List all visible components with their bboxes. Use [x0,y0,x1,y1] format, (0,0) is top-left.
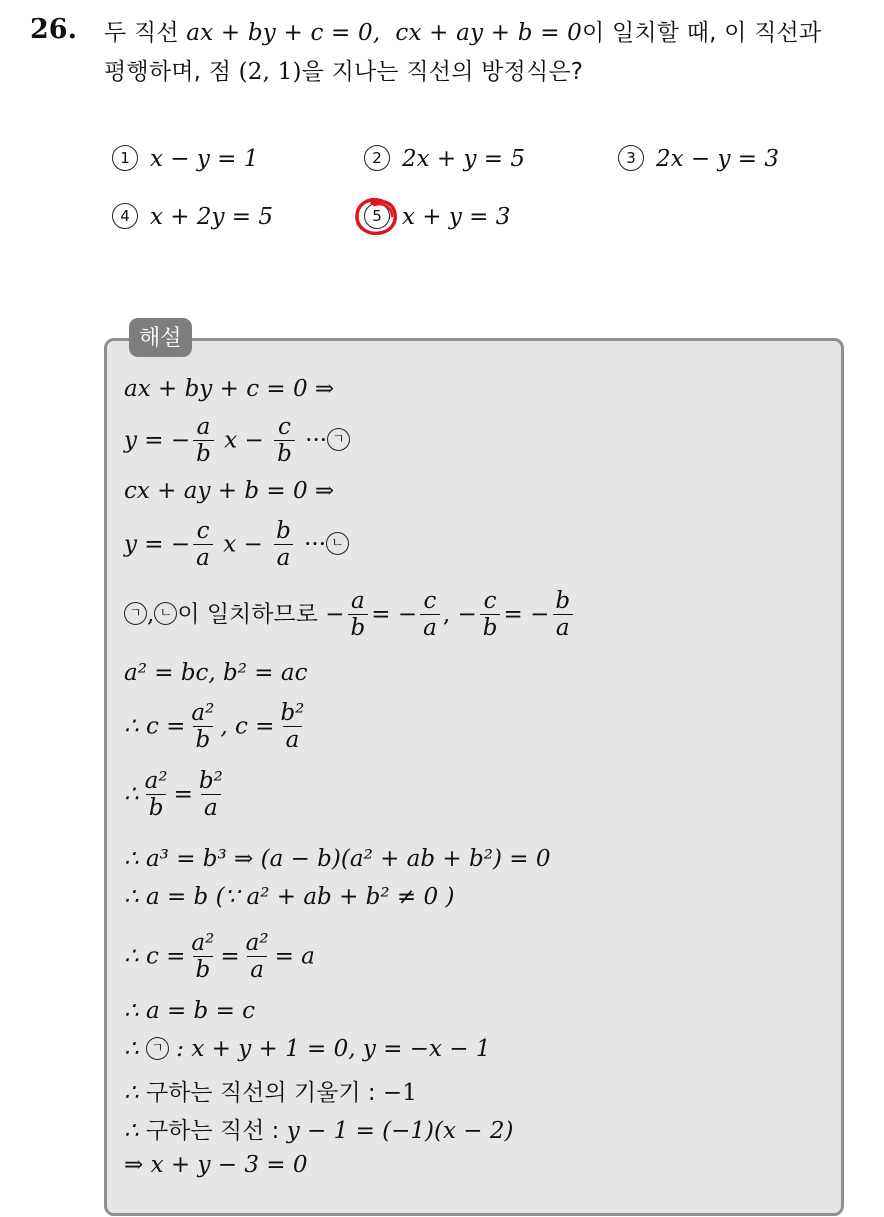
denominator: a [193,544,213,573]
fraction [480,588,501,643]
numerator: b² [198,768,223,794]
solution-line-13 [124,1036,491,1062]
math-text: ∴ [124,1080,146,1106]
point: (2, 1) [238,59,302,85]
comma: , [147,601,155,628]
fraction [188,700,217,755]
option-text: 2x − y = 3 [656,146,780,172]
solution-line-6: a² = bc, b² = ac [124,660,308,686]
solution-line-14 [124,1074,417,1107]
math-text: −1 [382,1080,417,1106]
solution-line-16: ⇒ x + y − 3 = 0 [124,1152,308,1178]
denominator: b [480,614,501,643]
math-text: : x + y + 1 = 0, y = −x − 1 [176,1036,491,1062]
numerator: c [483,588,497,614]
option-number: 3 [618,145,644,171]
math-text: ∴ [124,781,139,808]
numerator: a [196,414,211,440]
option-number: 5 [364,203,390,229]
answer-circle-mark [352,195,402,239]
solution-line-10: ∴ a = b (∵ a² + ab + b² ≠ 0 ) [124,884,455,910]
solution-line-3: cx + ay + b = 0 ⇒ [124,478,335,504]
denominator: b [146,794,167,823]
denominator: a [420,614,440,643]
numerator: c [196,518,210,544]
denominator: a [247,956,267,985]
fraction [193,518,213,573]
equals: = [173,781,193,808]
korean-text: 이 일치하므로 [177,601,318,628]
math-text: ∴ [124,1036,139,1062]
korean-text: 구하는 직선 : [145,1118,280,1144]
math-text: y = − [124,531,191,558]
dots: ··· [304,531,327,558]
denominator: b [193,440,214,469]
question-text: 을 지나는 직선의 방정식은? [301,59,584,85]
solution-line-2 [124,414,350,469]
math-text: x − [224,427,264,454]
option-number: 4 [112,203,138,229]
solution-line-11 [124,930,315,985]
option-text: x + 2y = 5 [150,204,274,230]
numerator: a² [191,930,215,956]
math-text: ∴ [124,1118,146,1144]
option-3[interactable] [618,146,779,173]
fraction [196,768,226,823]
equals: = [220,943,240,970]
denominator: a [283,726,303,755]
korean-text: 구하는 직선의 기울기 : [145,1080,376,1106]
circled-label: ㄱ [327,428,350,451]
denominator: a [553,614,573,643]
fraction [193,414,214,469]
denominator: b [348,614,369,643]
fraction [552,588,573,643]
fraction [188,930,217,985]
circled-label: ㄴ [154,602,177,625]
question-text: 평행하며, 점 [104,59,239,85]
denominator: b [274,440,295,469]
fraction [243,930,272,985]
denominator: b [193,956,214,985]
fraction [274,414,295,469]
equation-2: cx + ay + b = 0 [395,20,583,46]
math-text: ∴ c = [124,713,186,740]
question-line-1 [104,14,821,47]
solution-line-7 [124,700,310,755]
math-text: y − 1 = (−1)(x − 2) [286,1118,514,1144]
solution-line-15 [124,1112,513,1145]
numerator: b² [280,700,305,726]
fraction [273,518,294,573]
circled-label: ㄴ [326,532,349,555]
fraction [420,588,440,643]
denominator: b [193,726,214,755]
option-number: 2 [364,145,390,171]
numerator: c [423,588,437,614]
option-text: 2x + y = 5 [402,146,526,172]
dots: ··· [305,427,328,454]
option-text: x + y = 3 [402,204,511,230]
math-text: , c = [220,713,275,740]
denominator: a [201,794,221,823]
solution-tag: 해설 [129,318,192,357]
option-2[interactable] [364,146,525,173]
question-number: 26. [30,14,77,45]
question-line-2 [104,53,583,86]
option-1[interactable] [112,146,258,173]
solution-line-5: ㄱ , ㄴ 이 일치하므로 − $\frac{a}{b}$ = − $\frac{c}{a}$ , − $\frac{c}{b}$ = − $\frac{b}{a}$ [124,588,576,643]
numerator: b [276,518,291,544]
math-text: ∴ c = [124,943,186,970]
denominator: a [274,544,294,573]
circled-label: ㄱ [146,1037,169,1060]
solution-line-9: ∴ a³ = b³ ⇒ (a − b)(a² + ab + b²) = 0 [124,846,551,872]
question-text: 두 직선 [104,20,187,46]
numerator: a² [144,768,168,794]
fraction [348,588,369,643]
solution-line-1: ax + by + c = 0 ⇒ [124,376,335,402]
solution-line-8 [124,768,229,823]
question-text: 이 일치할 때, 이 직선과 [582,20,822,46]
option-text: x − y = 1 [150,146,259,172]
numerator: c [278,414,291,440]
numerator: b [555,588,571,614]
math-text: x − [223,531,263,558]
option-4[interactable] [112,204,273,231]
math-text: = a [274,943,315,970]
fraction [277,700,307,755]
fraction [142,768,171,823]
numerator: a [351,588,365,614]
numerator: a² [245,930,269,956]
solution-line-4 [124,518,349,573]
numerator: a² [191,700,215,726]
math-text: y = − [124,427,191,454]
equation-1: ax + by + c = 0, [186,20,381,46]
solution-line-12: ∴ a = b = c [124,998,256,1024]
option-number: 1 [112,145,138,171]
circled-label: ㄱ [124,602,147,625]
